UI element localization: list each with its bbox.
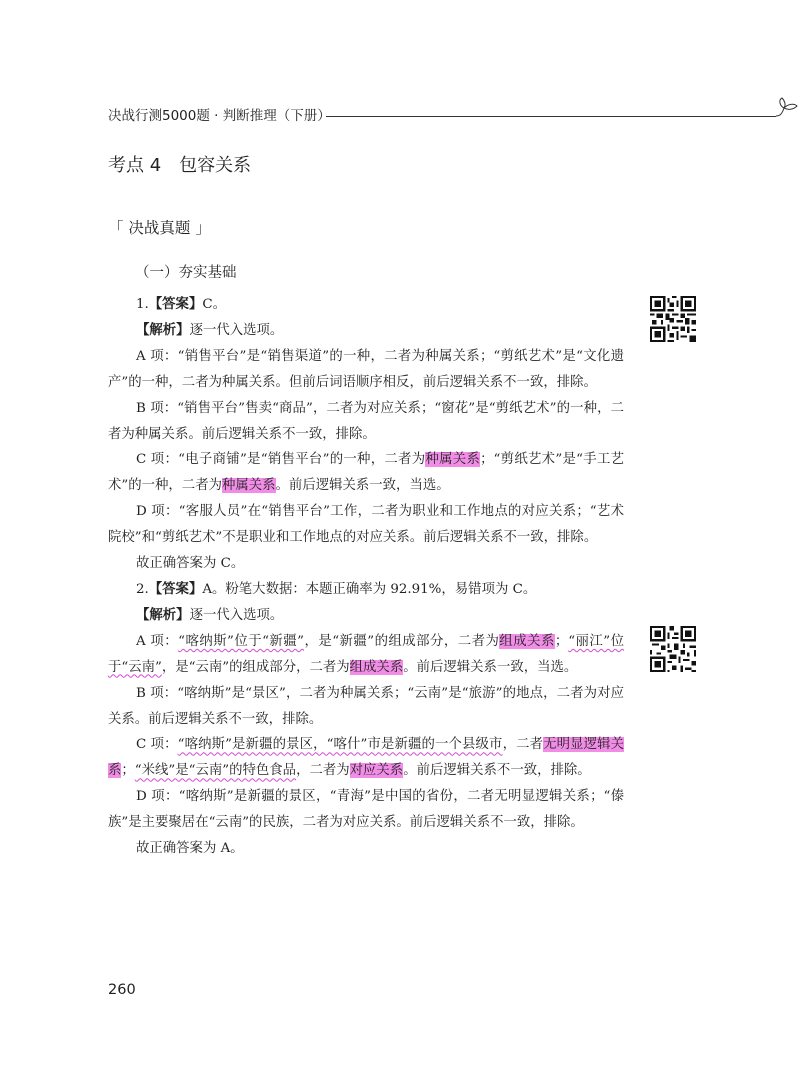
answer-label: 【答案】 <box>148 581 203 597</box>
q1-option-d: D 项：“客服人员”在“销售平台”工作，二者为职业和工作地点的对应关系；“艺术院校”和“剪纸艺术”不是职业和工作地点的对应关系。前后逻辑关系不一致，排除。 <box>108 504 624 546</box>
highlight: 组成关系 <box>499 633 555 649</box>
highlight: 组成关系 <box>349 659 404 675</box>
wavy-underline: “丽江”位于“云南” <box>108 633 624 675</box>
qr-code-icon[interactable] <box>650 626 696 672</box>
q1-analysis: 【解析】逐一代入选项。 <box>136 322 284 338</box>
page-number: 260 <box>108 982 136 998</box>
q1-answer: 1.【答案】C。 <box>136 297 226 312</box>
real-questions-heading: 「 决战真题 」 <box>108 219 211 237</box>
highlight: 对应关系 <box>349 763 404 779</box>
q1-option-a: A 项：“销售平台”是“销售渠道”的一种，二者为种属关系；“剪纸艺术”是“文化遗产”的一种，二者为种属关系。但前后词语顺序相反，前后逻辑关系不一致，排除。 <box>108 348 624 390</box>
wavy-underline: “喀纳斯”是新疆的景区，“喀什”市是新疆的一个县级市 <box>177 737 503 753</box>
highlight: 种属关系 <box>221 478 276 494</box>
qr-code-icon[interactable] <box>650 296 696 342</box>
analysis-label: 【解析】 <box>136 607 190 623</box>
q2-option-a: A 项：“喀纳斯”位于“新疆”，是“新疆”的组成部分，二者为组成关系；“丽江”位于“云南”，是“云南”的组成部分，二者为组成关系。前后逻辑关系一致，当选。 <box>108 633 624 675</box>
analysis-label: 【解析】 <box>136 322 190 338</box>
q2-analysis: 【解析】逐一代入选项。 <box>136 607 284 623</box>
q2-option-d: D 项：“喀纳斯”是新疆的景区，“青海”是中国的省份，二者无明显逻辑关系；“傣族”是主要聚居在“云南”的民族，二者为对应关系。前后逻辑关系不一致，排除。 <box>108 789 624 831</box>
highlight: 种属关系 <box>425 452 481 468</box>
q2-answer: 2.【答案】A。粉笔大数据：本题正确率为 92.91%，易错项为 C。 <box>136 581 537 597</box>
header-rule <box>326 116 776 117</box>
wavy-underline: “米线”是“云南”的特色食品 <box>134 763 297 779</box>
highlight: 无明显逻辑关系 <box>108 737 624 779</box>
wavy-underline: “喀纳斯”位于“新疆” <box>178 633 304 649</box>
sprout-icon <box>766 94 800 124</box>
answer-body <box>108 292 624 862</box>
q1-option-c: C 项：“电子商铺”是“销售平台”的一种，二者为种属关系；“剪纸艺术”是“手工艺术”的一种，二者为种属关系。前后逻辑关系一致，当选。 <box>108 452 625 494</box>
book-title: 决战行测5000题 · 判断推理（下册） <box>108 108 331 124</box>
q2-option-b: B 项：“喀纳斯”是“景区”，二者为种属关系；“云南”是“旅游”的地点，二者为对应关系。前后逻辑关系不一致，排除。 <box>108 685 624 727</box>
answer-label: 【答案】 <box>148 297 203 312</box>
q2-option-c: C 项：“喀纳斯”是新疆的景区，“喀什”市是新疆的一个县级市，二者无明显逻辑关系；“米线”是“云南”的特色食品，二者为对应关系。前后逻辑关系不一致，排除。 <box>108 737 624 779</box>
q1-conclusion: 故正确答案为 C。 <box>136 556 245 572</box>
section-title: 考点 4 包容关系 <box>108 155 252 176</box>
running-header <box>108 108 708 138</box>
q2-conclusion: 故正确答案为 A。 <box>136 841 244 857</box>
subsection-title: （一）夯实基础 <box>135 265 237 281</box>
q1-option-b: B 项：“销售平台”售卖“商品”，二者为对应关系；“窗花”是“剪纸艺术”的一种，二者为种属关系。前后逻辑关系不一致，排除。 <box>108 400 624 442</box>
